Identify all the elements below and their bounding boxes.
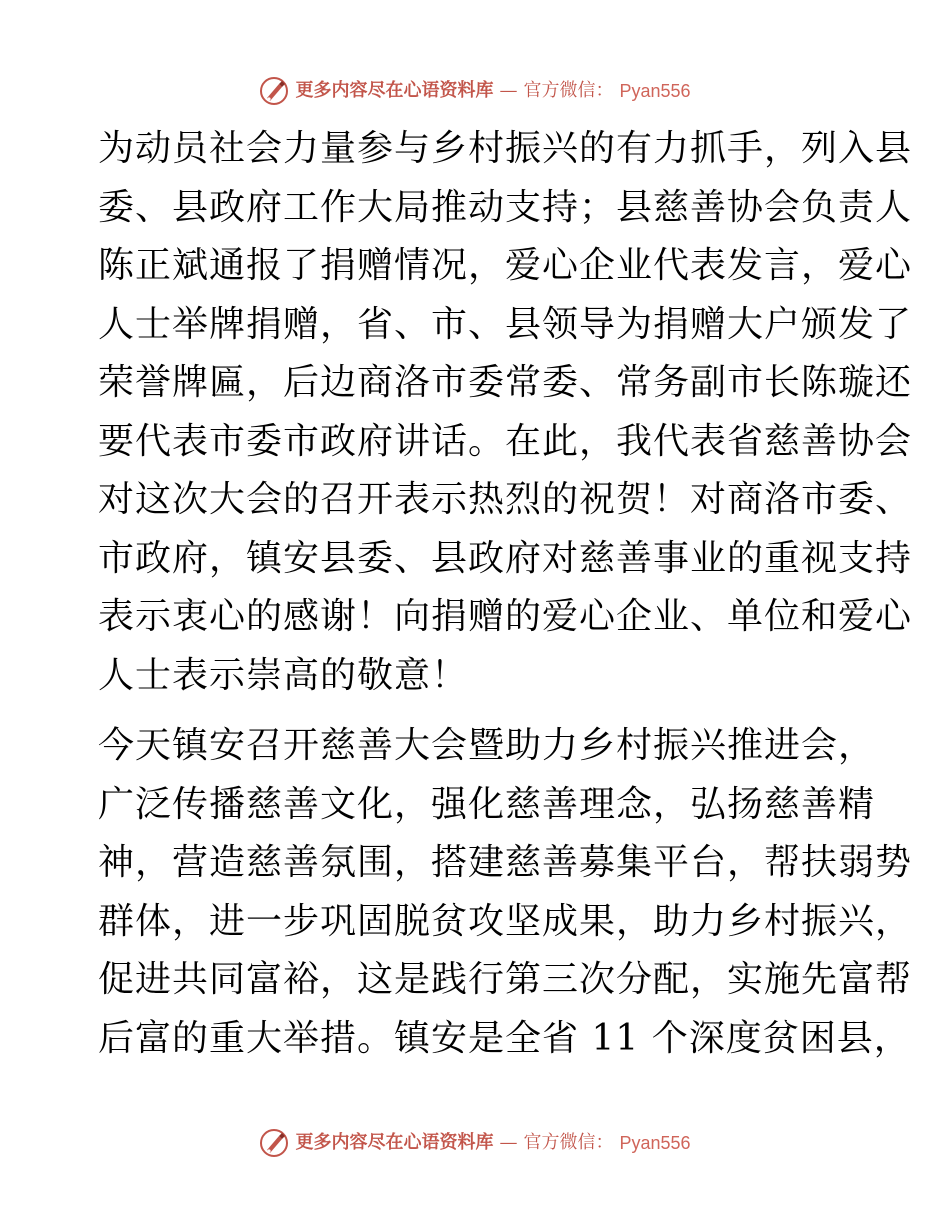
watermark-wechat-id: Pyan556 (619, 81, 691, 101)
watermark-wechat-id: Pyan556 (619, 1133, 691, 1153)
watermark-title: 更多内容尽在心语资料库 (295, 1132, 494, 1153)
pen-logo-icon (259, 1128, 289, 1158)
watermark-separator: — (499, 80, 518, 101)
watermark-wechat-label: 官方微信： (523, 80, 614, 101)
text-line: 委、县政府工作大局推动支持；县慈善协会负责人 (98, 186, 913, 228)
text-line: 市政府，镇安县委、县政府对慈善事业的重视支持 (98, 537, 913, 579)
text-line: 荣誉牌匾，后边商洛市委常委、常务副市长陈璇还 (98, 362, 913, 403)
header-watermark (0, 76, 950, 106)
paragraph-2 (98, 717, 913, 1068)
text-line: 为动员社会力量参与乡村振兴的有力抓手，列入县 (98, 128, 913, 169)
text-line: 人士举牌捐赠，省、市、县领导为捐赠大户颁发了 (98, 303, 913, 345)
text-line: 对这次大会的召开表示热烈的祝贺！对商洛市委、 (98, 479, 913, 520)
watermark-separator: — (499, 1132, 518, 1153)
text-line: 今天镇安召开慈善大会暨助力乡村振兴推进会， (98, 725, 876, 766)
text-line: 群体，进一步巩固脱贫攻坚成果，助力乡村振兴， (98, 900, 913, 942)
text-line: 促进共同富裕，这是践行第三次分配，实施先富帮 (98, 959, 913, 1000)
document-body (98, 120, 913, 1068)
text-line: 神，营造慈善氛围，搭建慈善募集平台，帮扶弱势 (98, 842, 913, 883)
watermark-title: 更多内容尽在心语资料库 (295, 80, 494, 101)
paragraph-1 (98, 120, 913, 705)
text-line: 后富的重大举措。镇安是全省 11 个深度贫困县， (98, 1017, 911, 1059)
footer-watermark (0, 1128, 950, 1158)
text-line: 广泛传播慈善文化，强化慈善理念，弘扬慈善精 (98, 783, 876, 825)
text-line: 表示衷心的感谢！向捐赠的爱心企业、单位和爱心 (98, 596, 913, 637)
text-line: 陈正斌通报了捐赠情况，爱心企业代表发言，爱心 (98, 245, 913, 286)
watermark-wechat-label: 官方微信： (523, 1132, 614, 1153)
pen-logo-icon (259, 76, 289, 106)
text-line: 要代表市委市政府讲话。在此，我代表省慈善协会 (98, 420, 913, 462)
text-line: 人士表示崇高的敬意！ (98, 654, 469, 696)
